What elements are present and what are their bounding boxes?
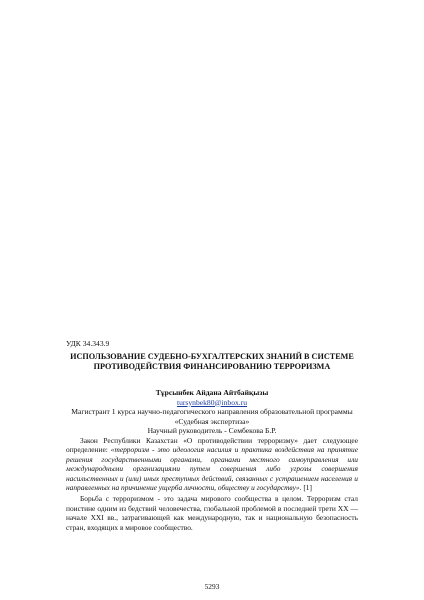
paragraph-1-lead: Закон Республики Казахстан «О противодействии терроризму» дает следующее определение: [66,436,358,455]
paragraph-2 [66,494,358,532]
paragraph-2-lead: Борьба с терроризмом - это задача мирового сообщества в целом. Терроризм стал поистине одним из бедствий человечества, глобальной проблемой в последней трети ХХ — начале XXI вв., затрагивающей как международную, так и национальную безопасность стран, входящих в мировое сообщество. [66,494,358,532]
author-affiliation: Магистрант 1 курса научно-педагогического направления образовательной программы «Судебная экспертиза» [71,407,353,426]
article-title: ИСПОЛЬЗОВАНИЕ СУДЕБНО-БУХГАЛТЕРСКИХ ЗНАНИЙ В СИСТЕМЕ ПРОТИВОДЕЙСТВИЯ ФИНАНСИРОВАНИЮ ТЕРРОРИЗМА [70,352,354,371]
author-block [66,388,358,436]
udk-code: УДК 34.343.9 [66,339,110,348]
author-email-link[interactable]: tursynbek80@inbox.ru [176,397,248,407]
paragraph-1-ref: [1] [301,483,312,493]
paragraph-1 [66,436,358,492]
body-text [66,436,358,534]
supervisor: Научный руководитель - Сембекова Б.Р. [147,426,277,436]
author-name: Тұрсынбек Айдана Айтбайқызы [155,388,269,397]
page-number: 5293 [204,582,220,591]
paragraph-1-quote: «терроризм - это идеология насилия и практика воздействия на принятие решения государственными органами, органами местного самоуправления или международными организациями путем совершения либо угрозы совершения насильственных и (или) иных преступных действий, связанных с устрашением населения и направленных на причинение ущерба личности, обществу и государству». [66,445,358,493]
